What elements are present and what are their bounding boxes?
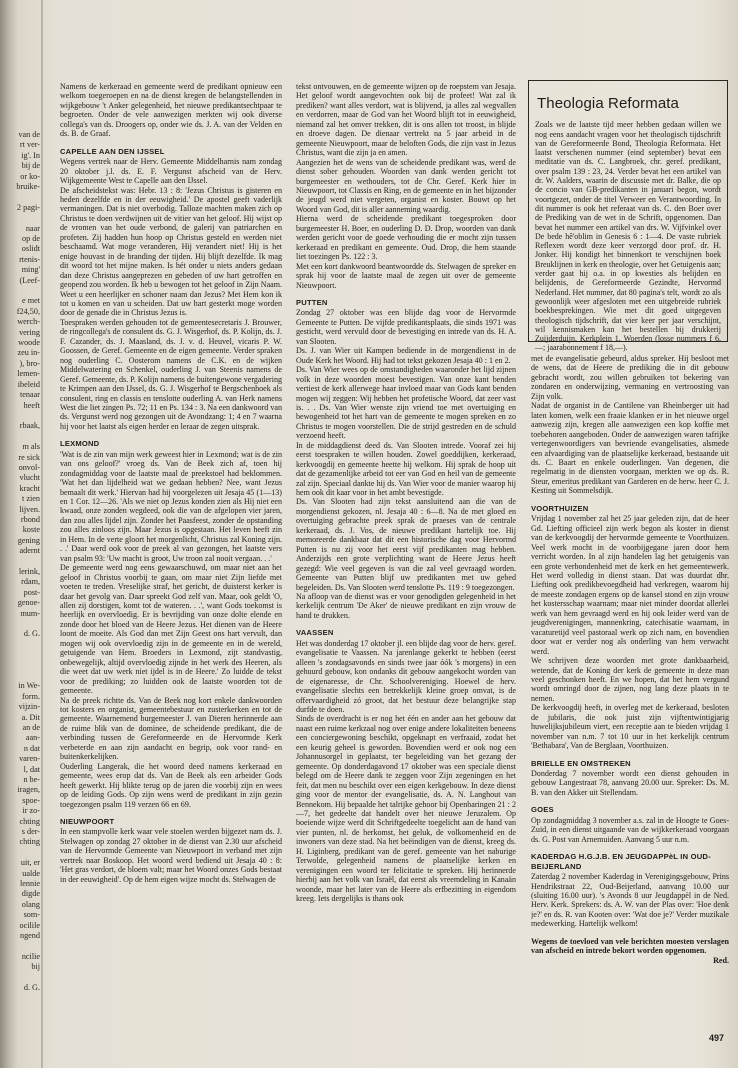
- article-paragraph: met de evangelisatie gebeurd, aldus spreker. Hij besloot met de wens, dat de Heere de prediking die in dit gebouw gebracht wordt, zou willen gebruiken tot bekering van zondaren en onderwijzing, vermaning en vertroosting van Zijn volk.: [531, 354, 729, 401]
- article-paragraph: tekst ontvouwen, en de gemeente wijzen op de roepstem van Jesaja. Het geloof wordt aangevochten ook bij de profeet! Wat zal ik prediken? want alles verdort, wat is blijvend, ja alles zal wegvallen en verdorren, maar de God van het Woord blijft tot in eeuwigheid, niemand zal het omver trekken, dit is ons allen tot troost, in blijde en droeve dagen. De dienaar vertrekt na 5 jaar arbeid in de gemeente Nieuwpoort, maar de beloften Gods, die zijn vast in Jezus Christus, want die zijn ja en amen.: [296, 82, 516, 158]
- edge-fragment: uit, er: [20, 858, 40, 868]
- article-paragraph: Ds. Van Slooten had zijn tekst aansluitend aan die van de morgendienst gekozen, nl. Jesaja 40 : 6—8. Na de met gloed en overtuiging gebrachte preek sprak de praeses van de centrale kerkeraad, ds. J. Vos, de nieuwe predikant hartelijk toe. Hij memoreerde dankbaar dat dit een historische dag voor Hervormd Putten is nu zij voor het eerst vijf predikanten mag hebben. Anderzijds een grote verplichting want de Heere Jezus heeft gezegd: Wie veel gegeven is van die zal veel gevraagd worden. Gemeente van Putten blijf uw predikanten met uw gebed begeleiden. Ds. Van Slooten werd tenslotte Ps. 119 : 9 toegezongen.: [296, 497, 516, 592]
- article-paragraph: Vrijdag 1 november zal het 25 jaar geleden zijn, dat de heer Gd. Liefting officieel zijn werk begon als koster in dienst van de kerkvoogdij der hervormde gemeente te Voorthuizen. Veel werk mocht in de voorbijgegane jaren door hem verricht worden. In al zijn handelen lag het getuigenis van een grote verbondenheid met de kerk en het gemeentewerk. Het werd volledig in dienst staan. Dat was duurdat dhr. Liefting ook predikbevoegdheid had verkregen, waarom hij de meeste zondagen ergens op de kansel stond en zijn vrouw het kostersschap waarnam; maar niet minder doordat allerlei werk van hem gevraagd werd en hij ook leider werd van de jeugdverenigingen, mannenkring, catechisatie waarnam, in vacaturetijd veel pastoraal werk op zich nam, en bovendien door wat er verder nog als onderling van hem verwacht werd.: [531, 514, 729, 656]
- edge-fragment: koste: [22, 525, 40, 535]
- edge-fragment: tenaar: [20, 390, 40, 400]
- article-paragraph: Met een kort dankwoord beantwoordde ds. Stelwagen de spreker en sprak hij voor de laatste maal de zegen uit over de gemeente Nieuwpoort.: [296, 261, 516, 290]
- section-heading: VAASSEN: [296, 628, 334, 638]
- edge-fragment: t zien: [22, 494, 40, 504]
- article-paragraph: Hierna werd de scheidende predikant toegesproken door burgemeester H. Boer, en ouderling D. D. Drop, woorden van dank werden gericht voor de goede verhouding die er mocht zijn tussen kerkeraad en predikant en gemeente. Oud. Drop, die hem staande liet toezingen Ps. 122 : 3.: [296, 214, 516, 262]
- edge-fragment: n dat: [23, 743, 40, 753]
- edge-fragment: aan-: [25, 733, 40, 743]
- edge-fragment: [0, 848, 40, 858]
- edge-fragment: n be-: [23, 775, 40, 785]
- closing-note: Wegens de toevloed van vele berichten moesten verslagen van afscheid en intrede bekort worden opgenomen.: [531, 936, 729, 956]
- edge-fragment: e met: [22, 296, 40, 306]
- edge-fragment: [0, 213, 40, 223]
- article-paragraph: 'Wat is de zin van mijn werk geweest hier in Lexmond; wat is de zin van ons geloof?' vroeg ds. Van de Beek zich af, toen hij zondagmiddag voor de laatste maal de preekstoel had beklommen. 'Wat het dan lijdelheid wat we gedaan hebben? Nee, want Jezus bemaalt dit werk.' Hiervan had hij voorgelezen uit Jesaja 45 (1—13) en 1 Cor. 12—26. 'Als we niet op Jezus konden zien als Hij niet een kwaad, onze zonden wegdeed, ook die van de afgelopen vier jaren, dan zou alles lijdel zijn. Zonder het Paasfeest, zonder de opstanding zou alles zinloos zijn. Maar Jezus is opgestaan. Het leven heeft zin in Hem. In de verte gloort het morgenlicht, Christus zal Koning zijn. . .' Daar werd ook voor de preek al van gezongen, het laatste vers van psalm 93: 'Uw macht is groot, Uw troon zal nooit vergaan. . .': [60, 449, 282, 563]
- edge-fragment: woode: [18, 338, 40, 348]
- edge-fragment: post-: [23, 587, 40, 597]
- edge-fragment: op de: [22, 234, 40, 244]
- edge-fragment: ), bro-: [19, 358, 40, 368]
- edge-fragment: form.: [22, 691, 40, 701]
- edge-fragment: [0, 640, 40, 650]
- edge-fragment: spoe-: [22, 795, 40, 805]
- edge-fragment: vlucht: [19, 473, 40, 483]
- article-paragraph: Op zondagmiddag 3 november a.s. zal in de Hoogte te Goes-Zuid, in een dienst uitgaande van de wijkkerkeraad voorgaan ds. G. Post van Arnemuiden. Aanvang 5 uur n.m.: [531, 815, 729, 844]
- article-paragraph: Ds. Van Wier wees op de omstandigheden waaronder het lijd zijnen volk in deze woorden moest bevestigen. Van onze kant benden vertiest de kerk allerwege haar invloed maar van Gods kant benden mogen wij zeggen: Wij hebben het profetische Woord, dat zeer vast is. . . Ds. Van Wier wenste zijn vriend toe met overtuiging en bewogenheid tot het hart van de gemeente te mogen spreken en zo Christus te mogen voorstellen. Die de strijd gestreden en de schuld verzoend heeft.: [296, 365, 516, 441]
- edge-fragment: iragen,: [17, 785, 40, 795]
- edge-fragment: ming': [21, 265, 40, 275]
- column-2: [296, 82, 516, 1068]
- edge-fragment: m als: [22, 442, 40, 452]
- edge-fragment: [0, 432, 40, 442]
- article-paragraph: Ds. J. van Wier uit Kampen bediende in de morgendienst in de Oude Kerk het Woord. Hij had tot tekst gekozen Jesaja 40 : 1 en 2.: [296, 346, 516, 365]
- edge-fragment: vering: [19, 327, 40, 337]
- edge-fragment: rt ver-: [19, 140, 40, 150]
- edge-fragment: s der-: [21, 827, 40, 837]
- edge-fragment: bij: [31, 962, 40, 972]
- article-paragraph: In de middagdienst deed ds. Van Slooten intrede. Vooraf zei hij eerst toespraken te willen houden. Zowel goeddijken, kerkeraad, kerkvoogdij en gemeente heette hij welkom. Hij sprak de hoop uit dat de gezamenlijke arbeid tot eer van God en heil van de gemeente zal zijn. Speciaal dankte hij ds. Van Wier voor de manier waarop hij hem ook dit kaar voor in het ambt bevestigde.: [296, 440, 516, 498]
- edge-fragment: olang: [21, 899, 40, 909]
- edge-fragment: d. G.: [23, 629, 40, 639]
- edge-fragment: kracht: [19, 483, 40, 493]
- adjacent-page-edge: [0, 130, 40, 1000]
- article-paragraph: Namens de kerkeraad en gemeente werd de predikant opnieuw een welkom toegeroepen en na de dienst kregen de belangstellenden in wijkgebouw 't Anker gelegenheid, het nieuwe predikantsechtpaar te begroeten. Onder de vele aanwezigen merkten wij ook diverse collega's van ds. Droogers op, onder wie ds. J. A. van der Velden en ds. B. de Graaf.: [60, 82, 282, 139]
- edge-fragment: ncilie: [21, 951, 40, 961]
- article-paragraph: Zondag 27 oktober was een blijde dag voor de Hervormde Gemeente te Putten. De vijfde predikantsplaats, die sinds 1971 was gesticht, werd vervuld door de bevestiging en intrede van ds. H. A. van Slooten.: [296, 308, 516, 346]
- edge-fragment: l, dat: [23, 764, 40, 774]
- edge-fragment: adernt: [19, 546, 40, 556]
- section-heading: KADERDAG H.G.J.B. EN JEUGDAPPèL IN OUD-BEIJERLAND: [531, 852, 711, 871]
- edge-fragment: oslidt: [21, 244, 40, 254]
- column-3: [531, 82, 729, 1068]
- edge-fragment: f24,50,: [16, 306, 40, 316]
- edge-fragment: chting: [19, 837, 40, 847]
- edge-fragment: genoe-: [17, 598, 40, 608]
- edge-fragment: van de: [18, 130, 40, 139]
- edge-fragment: d. G.: [23, 983, 40, 993]
- edge-fragment: ibeleid: [17, 379, 40, 389]
- edge-fragment: chting: [19, 816, 40, 826]
- edge-fragment: ngend: [19, 931, 40, 941]
- article-paragraph: De gemeente werd nog eens gewaarschuwd, om maar niet aan het geloof in Christus voorbij te gaan, om maar niet Zijn liefde met voeten te treden. Vreselijke straf, het gericht, de duisterst kerker is daar het gevolg van. Daar spreekt God zelf van. Maar, ook geldt 'O, allen zij dorstigen, komt tot de wateren. . .', want Gods toekomst is heerlijk en overvloedig. Er is bevrijding van onze dolte elende en zonde door het bloed van de Heere Jezus. Het dienen van de Heere loont de moeite. Als God dan met Zijn Geest ons hart vervult, dan mogen wij ook overvloedig zijn in de gemeente en in de wereld, getuigende van Hem. Broeders in Lexmond, zijt standvastig, onbewegelijk, altijd overvloedig zijnde in het werk des Heeren, als die weet dat uw werk niet ijdel is in de Heere.' Zo luidde de tekst voor de prediking; zo luidden ook de laatste woorden tot de gemeente.: [60, 563, 282, 696]
- page-fold-shadow: [41, 0, 43, 1068]
- edge-fragment: [0, 942, 40, 952]
- article-paragraph: Nadat de organist in de Cantilene van Rheinberger uit had laten komen, welk een fraaie klanken er in het nieuwe orgel aanwezig zijn, kregen alle aanwezigen een kop koffie met toebehoren aangeboden. Onder de aanwezigen waren tafrijke vertegenwoordigers van bevriende evangelisaties, alsmede een afvaardiging van de plaatselijke kerkeraad, bestaande uit ds. C. Baart en enkele ouderlingen. Van degenen, die regelmatig in de diensten voorgaan, merkten we op ds. R. Steur, emeritus predikant van Garderen en de herw. heer C. J. Kesting uit Sommelsdijk.: [531, 401, 729, 496]
- edge-fragment: rtenis-: [19, 254, 40, 264]
- edge-fragment: vijzin-: [18, 702, 40, 712]
- edge-fragment: digde: [21, 889, 40, 899]
- section-heading: LEXMOND: [60, 439, 100, 449]
- article-paragraph: Het was donderdag 17 oktober jl. een blijde dag voor de herv. geref. evangelisatie te Vaassen. Na jarenlange gekerkt te hebben (eerst alleen 's zondagsavonds en sinds twee jaar óók 's morgens) in een gehuurd gebouw, kon ondanks dit gebouw aangekocht worden van de eigenaresse, de Chr. Schoolvereniging. Hoewel de herv. evangelisatie slechts een betrekkelijk kleine groep omvat, is de offervaardigheid zó groot, dat het bestuur deze belangrijke stap durfde te doen.: [296, 638, 516, 714]
- article-paragraph: Na de preek richtte ds. Van de Beek nog kort enkele dankwoorden tot kosters en organist, gemeentebestuur en zusterkerken en tot de gemeente. Waarnemend burgemeester J. van Dieren herinnerde aan de ruime blik van de dominee, de scheidende predikant, die de verbinding tussen de Gereformeerde en de Hervormde Kerk verbeterde en aan zijn aandacht en begrip, ook voor rand- en buitenkerkelijken.: [60, 695, 282, 762]
- article-paragraph: Wegens vertrek naar de Herv. Gemeente Middelharnis nam zondag 20 oktober j.l. ds. E. F. Vergunst afscheid van de Herv. Wijkgemeente West te Capelle aan den IJssel.: [60, 157, 282, 186]
- edge-fragment: [0, 650, 40, 660]
- column-1: [60, 82, 282, 1068]
- edge-fragment: [0, 192, 40, 202]
- edge-fragment: heeft: [23, 400, 40, 410]
- article-paragraph: We schrijven deze woorden met grote dankbaarheid, wetende, dat de Koning der kerk de gemeente in deze man veel geschonken heeft. En we hopen, dat het hem vergund wordt omringd door de zijnen, nog lang deze plaats in te nemen.: [531, 656, 729, 703]
- edge-fragment: ocilile: [19, 920, 40, 930]
- article-paragraph: De afscheidstekst was: Hebr. 13 : 8: 'Jezus Christus is gisteren en heden dezelfde en in der eeuwigheid.' De apostel geeft vaderlijk vermaningen. Dat is niet overbodig. Talloze machten maken zich op Christus te doen verdwijnen uit de vitier van het geloof. Hij wijst op de vromen van het oude verbond, de galerij van patriarchen en profeten. Zij hadden hun hoop op Christus gesteld en werden niet beschaamd. Wat moge veranderen, Hij verandert niet! Hij is het enige houvast in de branding der tijden. Hij blijft dezelfde. Ik mag dit woord tot het mijne maken. Is hét onder u niets anders gedaan dan deze Christus aangeprezen en gebeden of uw hart getroffen en geopend zou worden. Ik heb u bewogen tot het geloof in Zijn Naam. Weet u een heerlijker en schoner naam dan Jezus? Met Hem kon ik tot u komen en van u scheiden. Dat uw hart gesterkt moge worden door de genade die in Christus Jezus is.: [60, 185, 282, 318]
- edge-fragment: in We-: [18, 681, 40, 691]
- section-heading: VOORTHUIZEN: [531, 503, 589, 513]
- edge-fragment: a. Dit: [21, 712, 40, 722]
- edge-fragment: mum-: [20, 608, 40, 618]
- edge-fragment: naar: [25, 223, 40, 233]
- edge-fragment: [0, 557, 40, 567]
- edge-fragment: ir zo-: [22, 806, 40, 816]
- edge-fragment: [0, 411, 40, 421]
- section-heading: CAPELLE AAN DEN IJSSEL: [60, 146, 165, 156]
- edge-fragment: werch-: [17, 317, 40, 327]
- edge-fragment: onvol-: [18, 462, 40, 472]
- article-paragraph: Ouderling Langerak, die het woord deed namens kerkeraad en gemeente, wees erop dat ds. Van de Beek als een arbeider Gods heeft gewerkt. Hij blikte terug op de jaren die voorbij zijn en wees op de leiding Gods. Op zijn wens werd de predikant in zijn gezin toegezongen psalm 119 verzen 66 en 69.: [60, 761, 282, 809]
- edge-fragment: lijven.: [19, 504, 40, 514]
- edge-fragment: 2 pagi-: [17, 202, 40, 212]
- edge-fragment: (Leef-: [19, 275, 40, 285]
- edge-fragment: or ko-: [20, 171, 40, 181]
- article-paragraph: Donderdag 7 november wordt een dienst gehouden in gebouw Langestraat 78, aanvang 20.00 uur. Spreker: Ds. M. B. van den Akker uit Stellendam.: [531, 769, 729, 797]
- edge-fragment: bruike-: [16, 182, 40, 192]
- edge-fragment: rdam,: [21, 577, 40, 587]
- closing-signature: Red.: [713, 955, 729, 965]
- section-heading: GOES: [531, 805, 554, 815]
- edge-fragment: zeu in-: [17, 348, 40, 358]
- edge-fragment: lerink,: [18, 566, 40, 576]
- edge-fragment: lennie: [19, 879, 40, 889]
- section-heading: PUTTEN: [296, 297, 328, 307]
- edge-fragment: re sick: [18, 452, 40, 462]
- article-paragraph: De kerkvoogdij heeft, in overleg met de kerkeraad, besloten de jubilaris, die ook juist zijn vijftentwintigjarig huwelijksjubileum viert, een receptie aan te bieden vrijdag 1 november van n.m. 7 tot 10 uur in het kerkelijk centrum 'Bethabara', Van de Berglaan, Voorthuizen.: [531, 703, 729, 751]
- article-paragraph: Zaterdag 2 november Kaderdag in Verenigingsgebouw, Prins Hendrikstraat 22, Oud-Beijerland, aanvang 10.00 uur (sluiting 16.00 uur). 's Avonds 8 uur Jeugdappèl in de Ned. Herv. Kerk. Sprekers: ds. A. W. van der Plas over: 'Hoe denk je?' en ds. R. van Kooten over: 'Wat doe je?' Verder muzikale medewerking. Hartelijk welkom!: [531, 872, 729, 929]
- edge-fragment: [0, 671, 40, 681]
- edge-fragment: [0, 619, 40, 629]
- edge-fragment: gening: [17, 535, 40, 545]
- edge-fragment: an de: [22, 722, 40, 732]
- box-body: Zoals we de laatste tijd meer hebben gedaan willen we nog eens aandacht vragen voor het theologisch tijdschrift van de Gereformeerde Bond, Theologia Reformata. Het laatst verschenen nummer (eind september) bevat een meditatie van ds. C. Langbroek, chr. geref. predikant, over psalm 139 : 23, 24. Verder bevat het een artikel van dr. W. Aalders, waarin de discussie met dr. Balke, die op de concio van GB-predikanten in januari begon, wordt voortgezet, onder de titel Verweer en Verantwoording. In dit nummer is ook het referaat van ds. C. den Boer over de Prediking van de wet in de Schrift, opgenomen. Dan bevat het nummer een artikel van drs. W. Vijfvinkel over De bede hê'oblim in Genesis 6 : 1—4. De vaste rubriek Reflexen wordt deze keer verzorgd door prof. dr. H. Jonker. Hij kondigt het binnenkort te verschijnen boek Breuklijnen in kerk en theologie, over het Getuigenis aan; verder gaat hij o.a. in op kwesties als belijden en belijdenis, de Gereformeerde Gezindte, Hervormd Nederland. Het nummer, dat 80 pagina's telt, wordt zo als gewoonlijk weer afgesloten met een uitgebreide rubriek boekbesprekingen. Wie met dit goed uitgegeven theologisch tijdschrift, dat vier keer per jaar verschijnt, wil kennismaken kan het bestellen bij drukkerij Zuijderduijn, Kerkplein 1, Woerden (losse nummers f 6,—; jaarabonnement f 18,—).: [535, 120, 721, 353]
- page-number: 497: [708, 1033, 724, 1043]
- edge-fragment: [0, 661, 40, 671]
- edge-fragment: ig'. In: [21, 150, 40, 160]
- section-heading: BRIELLE EN OMSTREKEN: [531, 758, 631, 768]
- edge-fragment: [0, 286, 40, 296]
- edge-fragment: bij de: [21, 161, 40, 171]
- edge-fragment: som-: [23, 910, 40, 920]
- edge-fragment: lemen-: [17, 369, 40, 379]
- edge-fragment: [0, 973, 40, 983]
- article-paragraph: Toespraken werden gehouden tot de gemeentesecretaris J. Brouwer, de ringcollega's de consulent ds. G. J. Wisgerhof, ds. P. Kolijn, ds. J. F. Cazander, ds. J. Maasland, ds. J. v. d. Heuvel, vicaris P. W. Goossen, de Geref. Gemeente en de eigen gemeente. Verder spraken nog ouderling C. Oosterom namens de C.K. en de wijken Middelwatering en Schenkel, ouderling J. van Steenis namens de Geref. Gemeente, ds. P. Kolijn namens de buitengewone vergadering te Krimpen aan den IJssel, ds. G. J. Wisgerhof te Bergschenhoek als consulent, ring en classis en tenslotte ouderling A. van Herk namens West die liet zingen Ps. 72; 11 en Ps. 134 : 3. Na een dankwoord van ds. Vergunst werd nog gezongen uit de Avondzang: 1; 4 en 7 waarna hij voor het laatst als eigen herder en leraar de zegen uitsprak.: [60, 317, 282, 431]
- edge-fragment: rbaak,: [19, 421, 40, 431]
- article-paragraph: In een stampvolle kerk waar vele stoelen werden bijgezet nam ds. J. Stelwagen op zondag 27 oktober in de dienst van 2.30 uur afscheid van de Hervormde Gemeente van Nieuwpoort in verband met zijn vertrek naar Boskoop. Het woord werd bediend uit Jesaja 40 : 8: 'Het gras verdort, de bloem valt; maar het Woord onzes Gods bestaat in der eeuwigheid'. Op de hem eigen wijze mocht ds. Stelwagen de: [60, 827, 282, 884]
- edge-fragment: rbond: [20, 514, 40, 524]
- box-title: Theologia Reformata: [537, 95, 679, 112]
- article-paragraph: Aangezien het de wens van de scheidende predikant was, werd de dienst sober gehouden. Woorden van dank werden gericht tot burgemeester en wethouders, tot de Chr. Geref. Kerk hier in Nieuwpoort, tot Classis en Ring, en de gemeente en in het bijzonder de jeugd werd niet vergeten, organist en koster. Bouwt op het Woord van God, dit is aller aanneming waardig.: [296, 157, 516, 214]
- edge-fragment: ualde: [22, 868, 40, 878]
- section-heading: NIEUWPOORT: [60, 816, 115, 826]
- article-paragraph: Na afloop van de dienst was er voor genodigden gelegenheid in het kerkelijk centrum 'De Aker' de nieuwe predikant en zijn vrouw de hand te drukken.: [296, 592, 516, 620]
- edge-fragment: varen-: [19, 754, 40, 764]
- article-paragraph: Sinds de overdracht is er nog het één en ander aan het gebouw dat naast een ruime kerkzaal nog over enige andere lokaliteiten beneens een conciergewoning beschikt, opgeknapt en verfraaid, zodat het een keurig geheel is geworden. Bovendien werd er ook nog een Johannusorgel in geplaatst, ter begeleiding van het gezang der gemeente. Op donderdagavond 17 oktober was een speciale dienst belegd om de Heere dank te zeggen voor Zijn zegeningen en het feit, dat men nu beschikt over een eigen kerkgebouw. In deze dienst ging voor de mentor der evangelisatie, ds. A. N. Langhout van Bennekom. Hij bepaalde het talrijke gehoor bij Openbaringen 21 : 2—7, het gedeelte dat handelt over het nieuwe Jeruzalem. Op boeiende wijze werd dit Schriftgedeelte toegelicht aan de hand van vier punten, nl. de herkomst, het geluk, de volkomenheid en de inwoners van deze stad. Na het beëindigen van de dienst, kreeg ds. H. Liginberg, predikant van de geref. gemeente van het naburige Terwolde, gelegenheid namens de plaatselijke kerken en verenigingen een woord ter felicitatie te spreken. Hij herinnerde hierbij aan het volk van Israël, dat eerst als vreemdeling in Kanaän woonde, maar het later van de Heere als erfbezitting in eigendom kreeg. Iets dergelijks is thans ook: [296, 714, 516, 904]
